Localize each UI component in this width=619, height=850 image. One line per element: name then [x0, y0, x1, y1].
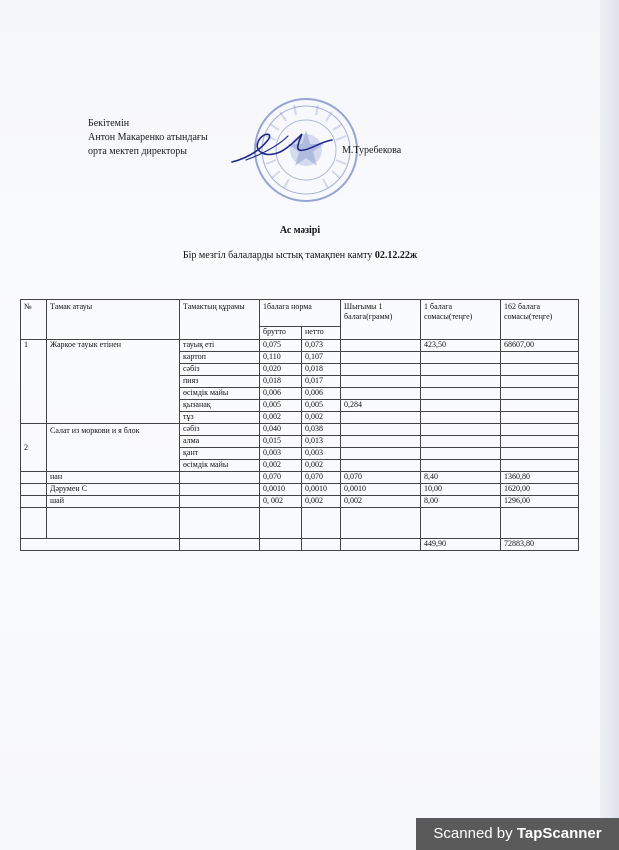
total-cost-one: 449,90 — [421, 539, 501, 551]
cost-162-cell — [501, 448, 579, 460]
brutto-cell: 0,020 — [260, 364, 302, 376]
yield-cell — [341, 352, 421, 364]
ingredient-cell: сәбіз — [180, 424, 260, 436]
num-cell — [21, 484, 47, 496]
header-brutto: брутто — [260, 327, 302, 340]
brutto-cell: 0,003 — [260, 448, 302, 460]
empty-cell — [341, 539, 421, 551]
ingredient-cell: қызанақ — [180, 400, 260, 412]
ingredient-cell: сәбіз — [180, 364, 260, 376]
total-row — [21, 539, 579, 551]
table-row — [21, 472, 579, 484]
yield-cell — [341, 364, 421, 376]
cost-162-cell — [501, 364, 579, 376]
cost-one-cell — [421, 436, 501, 448]
header-netto: нетто — [302, 327, 341, 340]
empty-cell — [180, 508, 260, 539]
yield-cell — [341, 412, 421, 424]
menu-subtitle — [0, 250, 600, 261]
extra-name: Дәрумен С — [47, 484, 180, 496]
netto-cell: 0,002 — [302, 460, 341, 472]
approval-block — [88, 117, 208, 159]
cost-one-cell — [421, 412, 501, 424]
empty-cell — [421, 508, 501, 539]
netto-cell: 0,107 — [302, 352, 341, 364]
brutto-cell: 0,015 — [260, 436, 302, 448]
table-row — [21, 508, 579, 539]
netto-cell: 0,038 — [302, 424, 341, 436]
brutto-cell: 0,002 — [260, 460, 302, 472]
cost-162-cell — [501, 376, 579, 388]
cost-162-cell — [501, 460, 579, 472]
approval-line-3: орта мектеп директоры — [88, 146, 188, 157]
num-cell — [21, 508, 47, 539]
ingredient-cell: тұз — [180, 412, 260, 424]
header-num: № — [21, 300, 47, 340]
brutto-cell: 0,110 — [260, 352, 302, 364]
brutto-cell: 0,018 — [260, 376, 302, 388]
empty-cell — [260, 539, 302, 551]
yield-cell: 0,070 — [341, 472, 421, 484]
brutto-cell: 0,0010 — [260, 484, 302, 496]
scanner-watermark-banner — [416, 818, 619, 850]
yield-cell — [341, 436, 421, 448]
netto-cell: 0,002 — [302, 412, 341, 424]
brutto-cell: 0,070 — [260, 472, 302, 484]
netto-cell: 0,070 — [302, 472, 341, 484]
ingredient-cell: тауық еті — [180, 340, 260, 352]
brutto-cell: 0,005 — [260, 400, 302, 412]
dish2-num: 2 — [21, 424, 47, 472]
dish1-yield: 0,284 — [341, 400, 421, 412]
yield-cell: 0,002 — [341, 496, 421, 508]
yield-cell: 0,0010 — [341, 484, 421, 496]
header-cost-162: 162 балага сомасы(теңге) — [501, 300, 579, 340]
ingredient-cell — [180, 472, 260, 484]
dish1-cost-162: 68607,00 — [501, 340, 579, 352]
cost-162-cell: 1296,00 — [501, 496, 579, 508]
empty-cell — [302, 539, 341, 551]
brutto-cell: 0,075 — [260, 340, 302, 352]
empty-cell — [47, 508, 180, 539]
director-signature — [228, 128, 338, 168]
table-row — [21, 424, 579, 436]
empty-cell — [302, 508, 341, 539]
netto-cell: 0,002 — [302, 496, 341, 508]
empty-cell — [260, 508, 302, 539]
extra-name: нан — [47, 472, 180, 484]
page-edge-shadow — [600, 0, 619, 850]
cost-162-cell — [501, 436, 579, 448]
director-name: М.Туребекова — [342, 145, 402, 156]
header-composition: Тамактың құрамы — [180, 300, 260, 340]
header-yield: Шығымы 1 балага(грамм) — [341, 300, 421, 340]
header-cost-one: 1 балага сомасы(теңге) — [421, 300, 501, 340]
brutto-cell: 0,006 — [260, 388, 302, 400]
cost-one-cell — [421, 376, 501, 388]
yield-cell — [341, 448, 421, 460]
ingredient-cell: алма — [180, 436, 260, 448]
num-cell — [21, 472, 47, 484]
netto-cell: 0,0010 — [302, 484, 341, 496]
cost-one-cell — [421, 400, 501, 412]
header-norm: 1балага норма — [260, 300, 341, 327]
dish2-name: Салат из моркови и я блок — [47, 424, 180, 472]
cost-one-cell — [421, 424, 501, 436]
menu-table — [20, 299, 579, 551]
ingredient-cell — [180, 484, 260, 496]
cost-one-cell — [421, 352, 501, 364]
netto-cell: 0,006 — [302, 388, 341, 400]
yield-cell — [341, 376, 421, 388]
empty-cell — [341, 508, 421, 539]
num-cell — [21, 496, 47, 508]
empty-cell — [180, 539, 260, 551]
ingredient-cell: картоп — [180, 352, 260, 364]
ingredient-cell: пияз — [180, 376, 260, 388]
brutto-cell: 0,002 — [260, 412, 302, 424]
cost-162-cell — [501, 352, 579, 364]
netto-cell: 0,003 — [302, 448, 341, 460]
approval-line-2: Антон Макаренко атындағы — [88, 132, 208, 143]
total-label-cell — [21, 539, 180, 551]
cost-one-cell: 8,40 — [421, 472, 501, 484]
cost-162-cell: 1360,80 — [501, 472, 579, 484]
cost-162-cell — [501, 400, 579, 412]
brutto-cell: 0, 002 — [260, 496, 302, 508]
yield-cell — [341, 460, 421, 472]
banner-prefix: Scanned by — [433, 825, 517, 842]
menu-title: Ас мәзірі — [279, 225, 321, 236]
netto-cell: 0,073 — [302, 340, 341, 352]
ingredient-cell: өсімдік майы — [180, 388, 260, 400]
cost-one-cell — [421, 460, 501, 472]
yield-cell — [341, 424, 421, 436]
netto-cell: 0,017 — [302, 376, 341, 388]
ingredient-cell — [180, 496, 260, 508]
table-row — [21, 484, 579, 496]
cost-one-cell: 10,00 — [421, 484, 501, 496]
cost-one-cell — [421, 448, 501, 460]
brutto-cell: 0,040 — [260, 424, 302, 436]
subtitle-text: Бір мезгіл балаларды ыстық тамақпен камту — [182, 250, 375, 261]
cost-one-cell — [421, 364, 501, 376]
cost-162-cell — [501, 412, 579, 424]
cost-162-cell — [501, 424, 579, 436]
ingredient-cell: өсімдік майы — [180, 460, 260, 472]
empty-cell — [501, 508, 579, 539]
table-header-row — [21, 300, 579, 327]
extra-name: шай — [47, 496, 180, 508]
ingredient-cell: қант — [180, 448, 260, 460]
cost-one-cell: 8,00 — [421, 496, 501, 508]
banner-brand: TapScanner — [516, 825, 602, 842]
netto-cell: 0,005 — [302, 400, 341, 412]
total-cost-162: 72883,80 — [501, 539, 579, 551]
cost-162-cell — [501, 388, 579, 400]
table-row — [21, 340, 579, 352]
header-dish-name: Тамак атауы — [47, 300, 180, 340]
approval-line-1: Бекітемін — [88, 118, 130, 129]
subtitle-date: 02.12.22ж — [374, 250, 418, 261]
netto-cell: 0,013 — [302, 436, 341, 448]
table-row — [21, 496, 579, 508]
dish1-num: 1 — [21, 340, 47, 424]
cost-one-cell — [421, 388, 501, 400]
cost-162-cell: 1620,00 — [501, 484, 579, 496]
dish1-name: Жаркое тауык етінен — [47, 340, 180, 424]
netto-cell: 0,018 — [302, 364, 341, 376]
dish1-cost-one: 423,50 — [421, 340, 501, 352]
yield-cell — [341, 340, 421, 352]
yield-cell — [341, 388, 421, 400]
